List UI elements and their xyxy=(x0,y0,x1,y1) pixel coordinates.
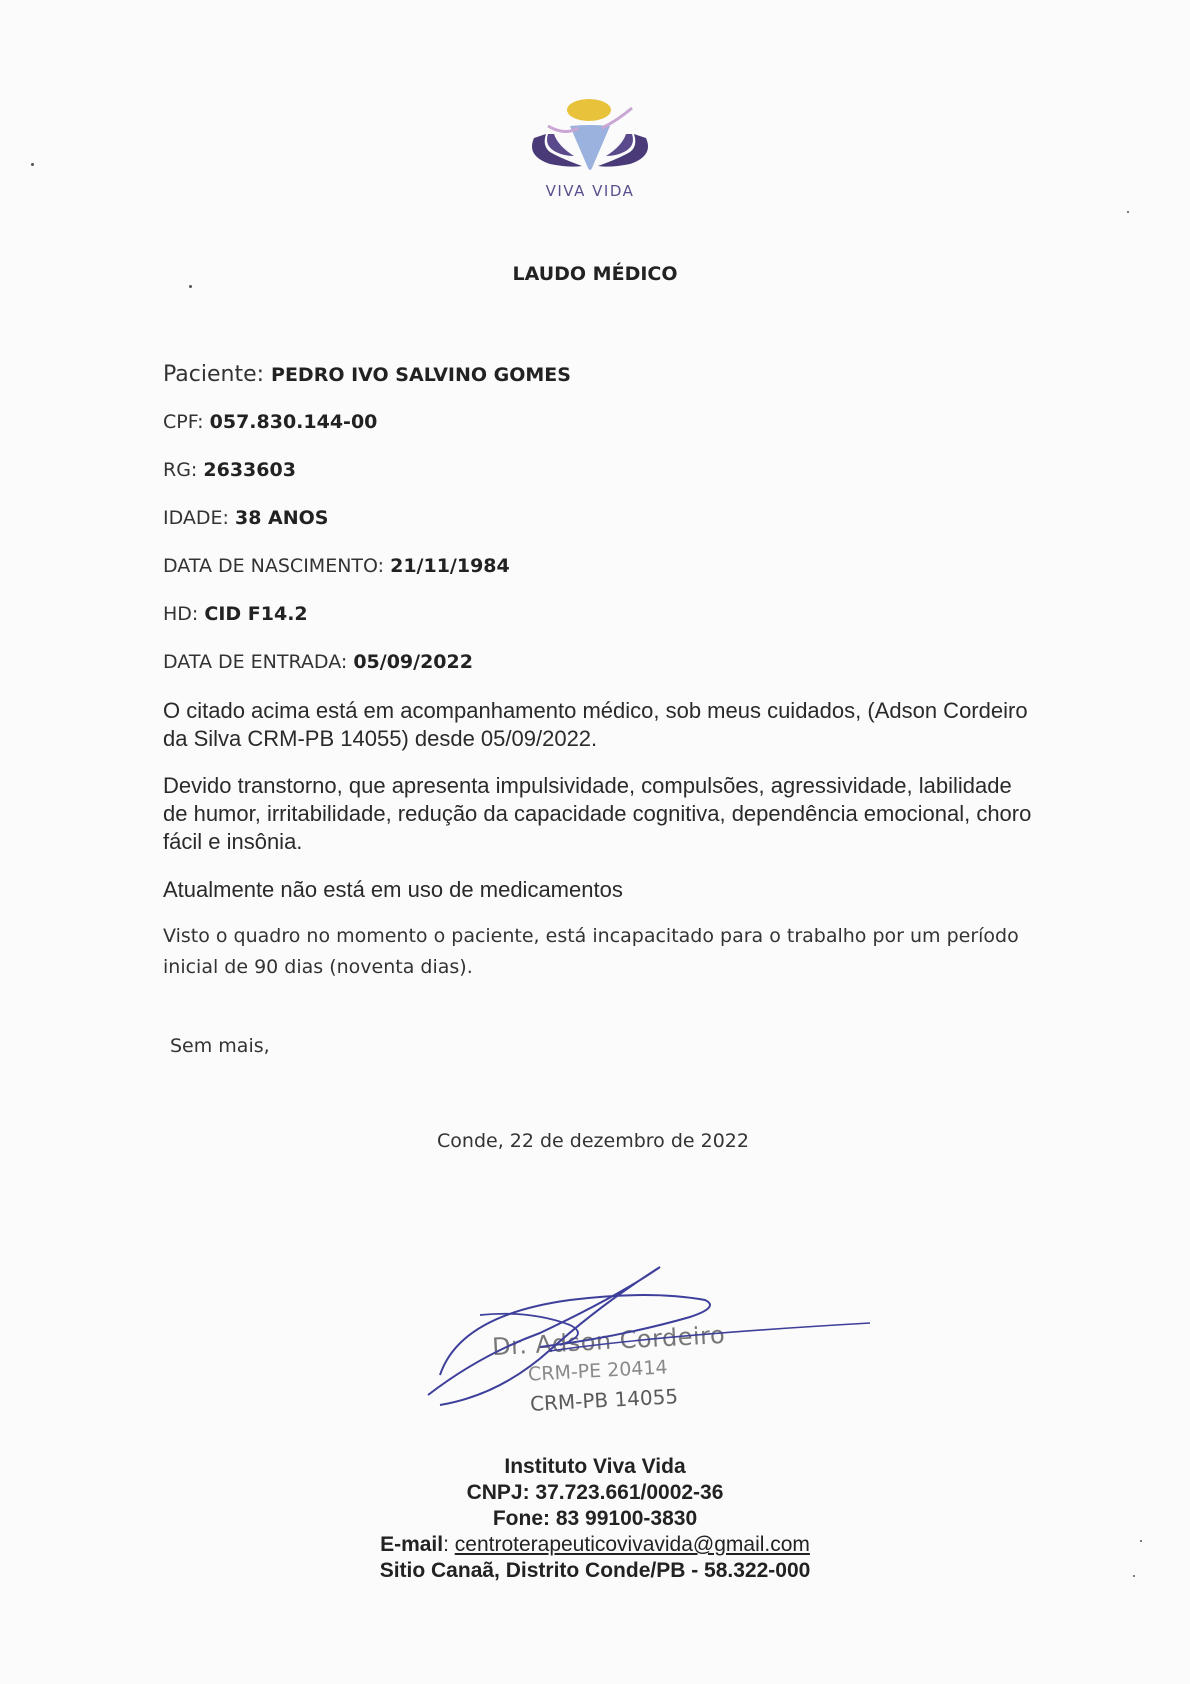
patient-entry-date: 05/09/2022 xyxy=(353,651,473,673)
logo-figure xyxy=(570,125,610,170)
signature-block xyxy=(420,1255,890,1435)
field-nascimento xyxy=(163,555,510,577)
field-cpf xyxy=(163,411,377,433)
field-label: DATA DE NASCIMENTO: xyxy=(163,555,385,577)
logo-text: VIVA VIDA xyxy=(545,182,635,200)
viva-vida-logo xyxy=(520,96,660,206)
closing-text: Sem mais, xyxy=(170,1035,270,1057)
paragraph-incapacidade: Visto o quadro no momento o paciente, está incapacitado para o trabalho por um período inicial de 90 dias (noventa dias). xyxy=(163,925,1019,978)
field-hd xyxy=(163,603,308,625)
patient-name: PEDRO IVO SALVINO GOMES xyxy=(271,364,571,386)
logo-graphic xyxy=(520,96,660,186)
paragraph-sintomas: Devido transtorno, que apresenta impulsividade, compulsões, agressividade, labilidade de humor, irritabilidade, redução da capacidade cognitiva, dependência emocional, choro fácil e insônia. xyxy=(163,773,1032,854)
field-idade xyxy=(163,507,328,529)
patient-diagnosis: CID F14.2 xyxy=(204,603,308,625)
place-date-text: Conde, 22 de dezembro de 2022 xyxy=(437,1130,749,1152)
patient-age: 38 ANOS xyxy=(234,507,329,529)
signature-stroke xyxy=(550,1323,870,1351)
patient-birthdate: 21/11/1984 xyxy=(390,555,510,577)
scan-speck xyxy=(31,163,34,166)
patient-rg: 2633603 xyxy=(203,459,296,481)
footer xyxy=(0,1454,1190,1584)
scan-speck xyxy=(1127,211,1129,213)
field-label: Paciente: xyxy=(163,362,265,387)
stamp-name: Dr. Adson Cordeiro xyxy=(491,1320,726,1362)
scan-speck xyxy=(189,285,192,288)
footer-email: E-mail: centroterapeuticovivavida@gmail.com xyxy=(380,1533,810,1556)
field-paciente xyxy=(163,362,571,387)
footer-email-link[interactable]: centroterapeuticovivavida@gmail.com xyxy=(454,1533,810,1556)
signature-stroke xyxy=(428,1267,660,1405)
field-rg xyxy=(163,459,296,481)
footer-cnpj: CNPJ: 37.723.661/0002-36 xyxy=(466,1481,724,1504)
paragraph-medicamentos: Atualmente não está em uso de medicamentos xyxy=(163,877,623,902)
document-title: LAUDO MÉDICO xyxy=(512,263,678,285)
field-label: CPF: xyxy=(163,411,204,433)
stamp-crm-pb: CRM-PB 14055 xyxy=(529,1384,679,1416)
signature-stroke xyxy=(440,1295,710,1375)
footer-address: Sitio Canaã, Distrito Conde/PB - 58.322-000 xyxy=(379,1559,811,1582)
place-date xyxy=(0,1130,1190,1152)
patient-cpf: 057.830.144-00 xyxy=(209,411,378,433)
signature-stroke xyxy=(480,1314,578,1345)
footer-email-label: E-mail xyxy=(380,1533,444,1556)
footer-org: Instituto Viva Vida xyxy=(504,1455,686,1478)
footer-phone: Fone: 83 99100-3830 xyxy=(492,1507,698,1530)
handwritten-signature xyxy=(420,1255,890,1435)
logo-sun xyxy=(567,99,611,121)
field-label: IDADE: xyxy=(163,507,229,529)
field-label: RG: xyxy=(163,459,198,481)
field-entrada xyxy=(163,651,473,673)
paragraph-acompanhamento: O citado acima está em acompanhamento médico, sob meus cuidados, (Adson Cordeiro da Silva CRM-PB 14055) desde 05/09/2022. xyxy=(163,698,1028,751)
stamp-crm-pe: CRM-PE 20414 xyxy=(527,1356,669,1386)
field-label: DATA DE ENTRADA: xyxy=(163,651,348,673)
field-label: HD: xyxy=(163,603,199,625)
